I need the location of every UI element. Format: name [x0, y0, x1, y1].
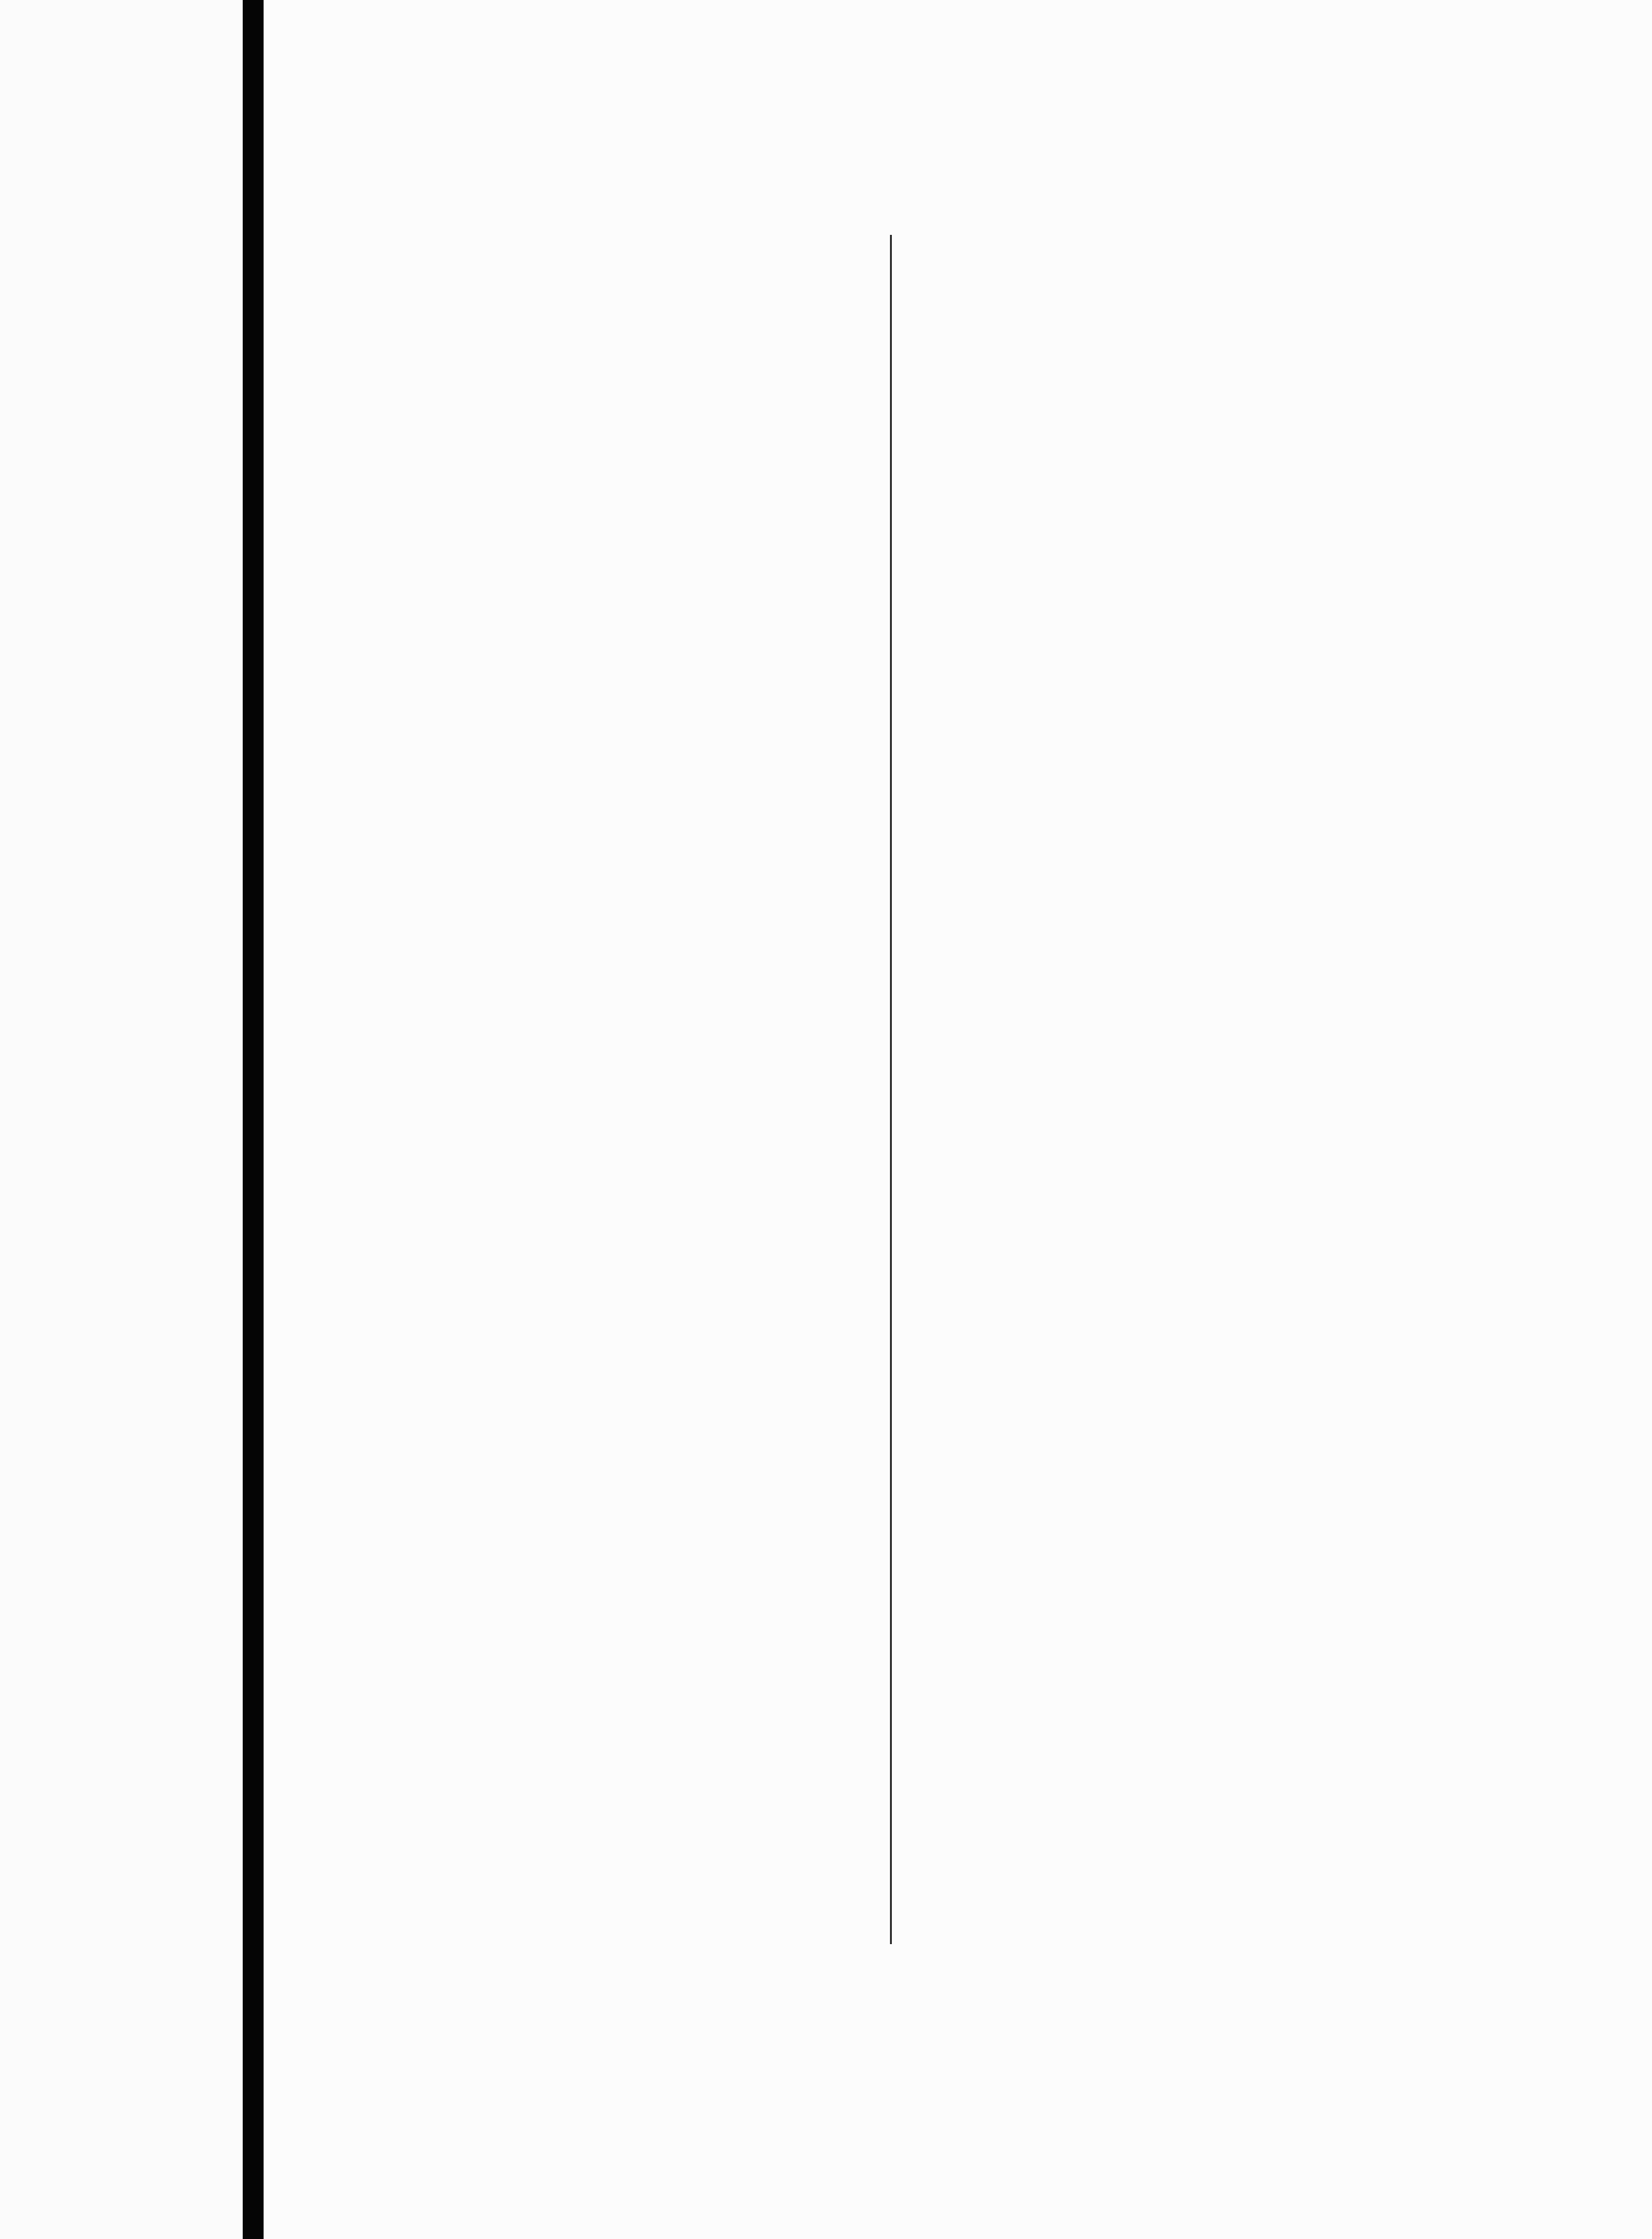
- index-entry: [407, 331, 874, 358]
- left-page-fragment: [0, 0, 243, 2239]
- index-entry: [407, 536, 874, 562]
- index-entry: [407, 305, 874, 331]
- index-entry: [407, 638, 874, 664]
- index-entry: [407, 459, 874, 485]
- index-entry: [407, 1001, 874, 1028]
- index-entry: [407, 975, 874, 1001]
- index-entry: [407, 1208, 874, 1234]
- index-entry: [407, 357, 874, 383]
- index-entry: [407, 715, 874, 741]
- index-entry: [407, 924, 874, 950]
- index-entry: [407, 950, 874, 976]
- index-entry: [407, 613, 874, 639]
- index-entry: [407, 1079, 874, 1105]
- index-entry: [407, 1389, 874, 1415]
- index-entry: [407, 872, 874, 898]
- index-entry: [407, 1104, 874, 1131]
- index-entry: [407, 561, 874, 587]
- index-entry: [407, 1337, 874, 1363]
- index-entry: [407, 433, 874, 459]
- index-column-1: [407, 235, 874, 1957]
- index-entry: [407, 1234, 874, 1260]
- index-entry: [407, 1440, 874, 1467]
- index-entry: [407, 1363, 874, 1389]
- index-entry: [407, 587, 874, 613]
- index-entry: [407, 1492, 874, 1518]
- index-page: [264, 0, 1652, 2239]
- index-column-2: [900, 235, 1412, 1957]
- index-entry: [407, 1156, 874, 1182]
- index-entry: [407, 1285, 874, 1311]
- index-entry: [407, 821, 874, 847]
- index-entry: [407, 1311, 874, 1337]
- index-entry: [407, 254, 874, 281]
- column-divider: [890, 235, 892, 1944]
- index-entry: [407, 1053, 874, 1079]
- index-entry: [407, 280, 874, 306]
- index-entry: [407, 1260, 874, 1286]
- index-entry: [407, 1182, 874, 1208]
- index-entry: [407, 1414, 874, 1440]
- index-entry: [407, 689, 874, 715]
- index-entry: [407, 1131, 874, 1157]
- index-entry: [407, 846, 874, 872]
- index-entry: [407, 740, 874, 767]
- index-entry: [407, 1467, 874, 1493]
- index-entry: [407, 663, 874, 690]
- index-entry: [407, 382, 874, 408]
- index-entry: [407, 485, 874, 511]
- index-entry: [407, 408, 874, 434]
- index-entry: [407, 510, 874, 536]
- index-entry: [407, 1027, 874, 1053]
- index-entry: [407, 795, 874, 821]
- index-entry: [407, 898, 874, 924]
